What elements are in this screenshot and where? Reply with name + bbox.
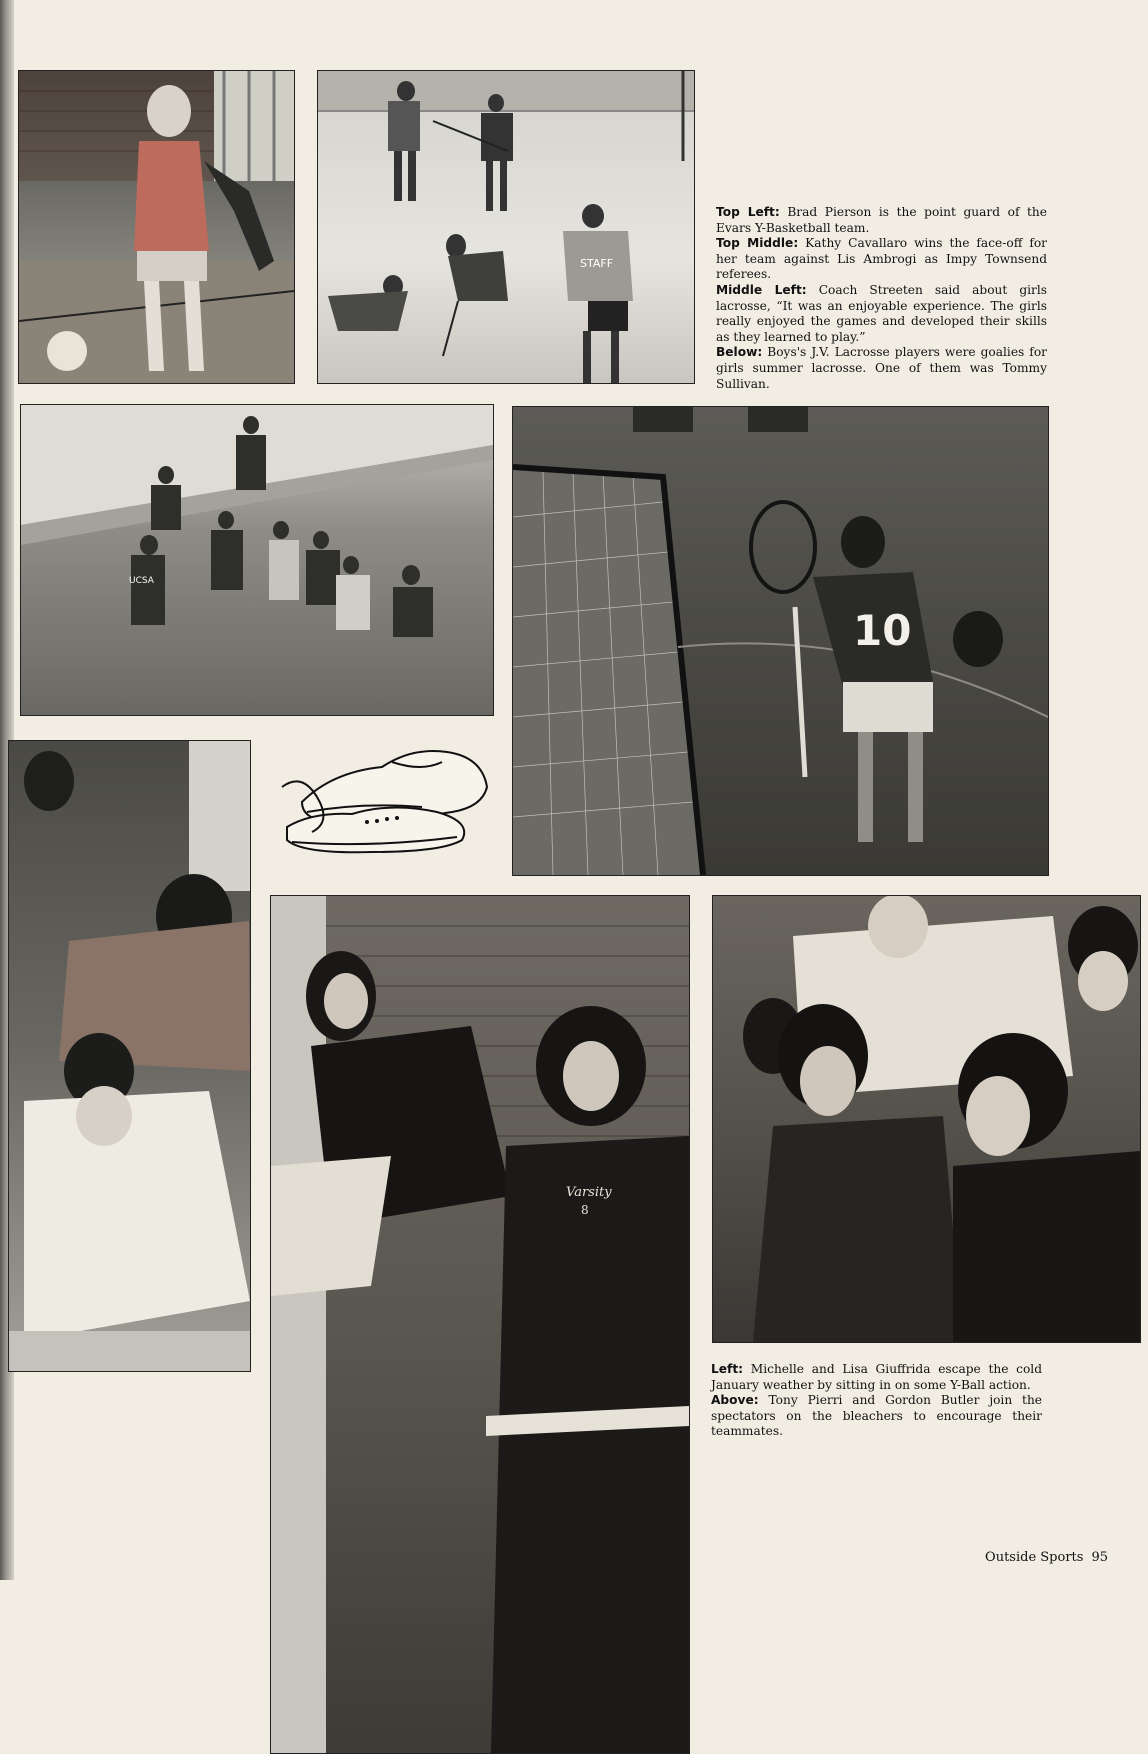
photo-top-middle-art — [318, 71, 694, 383]
section-name: Outside Sports — [985, 1550, 1084, 1565]
caption-middle-left — [716, 283, 1047, 345]
photo-bottom-right-art — [713, 896, 1140, 1342]
caption-label: Above: — [711, 1393, 759, 1408]
photo-bottom-left-art — [9, 741, 250, 1371]
caption-bottom — [711, 1362, 1042, 1440]
photo-top-left-art — [19, 71, 294, 383]
caption-below — [716, 345, 1047, 392]
varsity-jacket-script: Varsity — [566, 1185, 612, 1200]
photo-top-left — [18, 70, 295, 384]
caption-top — [716, 205, 1047, 392]
photo-bottom-middle — [270, 895, 690, 1754]
caption-top-middle — [716, 236, 1047, 283]
goalie-jersey-number: 10 — [853, 606, 912, 655]
photo-bottom-right — [712, 895, 1141, 1343]
caption-label: Middle Left: — [716, 282, 807, 297]
photo-top-middle — [317, 70, 695, 384]
page-number: 95 — [1091, 1550, 1108, 1565]
caption-label: Top Left: — [716, 205, 780, 219]
caption-text: Michelle and Lisa Giuffrida escape the cold January weather by sitting in on some Y-Ball action. — [711, 1362, 1042, 1392]
page-footer — [985, 1550, 1108, 1565]
caption-text: Brad Pierson is the point guard of the Evars Y-Basketball team. — [716, 205, 1047, 235]
sneakers-illustration — [272, 742, 498, 862]
caption-text: Boys's J.V. Lacrosse players were goalies for girls summer lacrosse. One of them was Tommy Sullivan. — [716, 345, 1047, 391]
caption-left — [711, 1362, 1042, 1393]
caption-text: Coach Streeten said about girls lacrosse, “It was an enjoyable experience. The girls really enjoyed the games and developed their skills as they learned to play.” — [716, 282, 1047, 344]
caption-label: Left: — [711, 1362, 744, 1376]
photo-bottom-middle-art — [271, 896, 689, 1753]
photo-bottom-left — [8, 740, 251, 1372]
caption-text: Kathy Cavallaro wins the face-off for her team against Lis Ambrogi as Impy Townsend referees. — [716, 236, 1047, 282]
photo-middle-right-art — [513, 407, 1048, 875]
caption-label: Top Middle: — [716, 236, 799, 251]
staff-shirt-text: STAFF — [580, 257, 614, 270]
ucsa-shirt-text: UCSA — [129, 576, 154, 586]
caption-top-left — [716, 205, 1047, 236]
photo-middle-right — [512, 406, 1049, 876]
photo-middle-left — [20, 404, 494, 716]
photo-middle-left-art — [21, 405, 493, 715]
caption-above — [711, 1393, 1042, 1440]
caption-text: Tony Pierri and Gordon Butler join the spectators on the bleachers to encourage their teammates. — [711, 1393, 1042, 1439]
varsity-jacket-number: 8 — [581, 1203, 589, 1217]
caption-label: Below: — [716, 345, 763, 360]
